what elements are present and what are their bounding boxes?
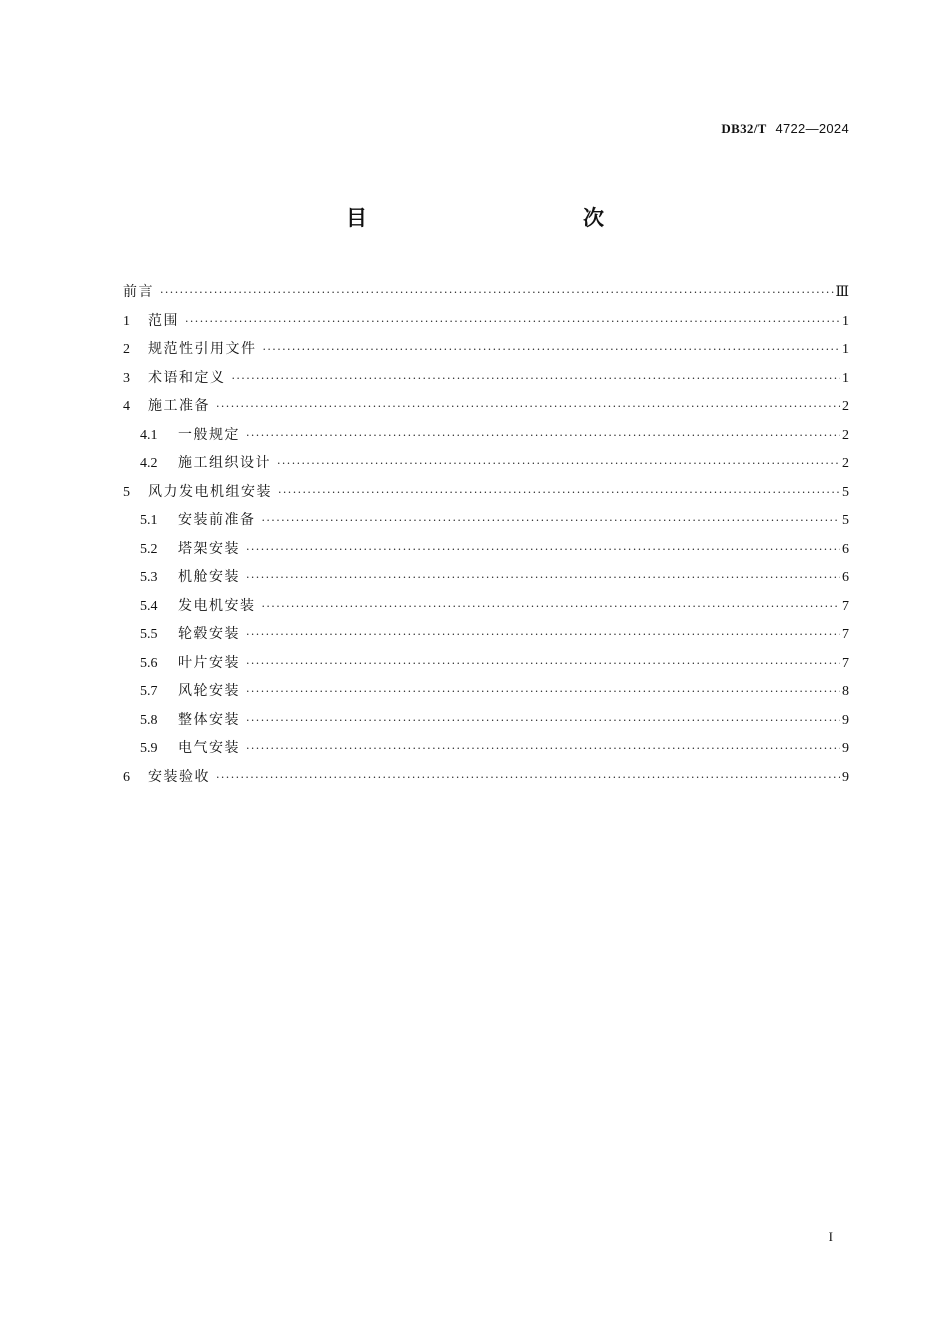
toc-leader-dots: [246, 536, 840, 565]
toc-subentry[interactable]: [123, 506, 849, 535]
toc-entry-page: 8: [842, 684, 849, 699]
toc-entry-title: 整体安装: [178, 711, 240, 728]
toc-entry-title: 安装前准备: [178, 512, 256, 528]
toc-entry-title: 范围: [148, 312, 179, 329]
toc-entry-title: 电气安装: [178, 740, 240, 756]
toc-entry-number: 5.4: [140, 598, 158, 614]
toc-entry-number: 5: [123, 484, 130, 500]
toc-entry[interactable]: [123, 392, 849, 421]
toc-entry-number: 5.2: [140, 541, 158, 557]
toc-entry-page: 1: [842, 370, 849, 386]
toc-entry-page: 9: [842, 712, 849, 728]
toc-entry-number: 5.3: [140, 570, 158, 585]
toc-entry-number: 4: [123, 399, 130, 414]
toc-leader-dots: [262, 593, 841, 622]
toc-subentry[interactable]: [123, 620, 849, 649]
toc-entry-page: 2: [842, 456, 849, 471]
toc-entry-page: 9: [842, 741, 849, 756]
toc-leader-dots: [216, 764, 840, 793]
toc-entry-number: 1: [123, 313, 130, 329]
toc-entry-title: 发电机安装: [178, 597, 256, 614]
toc-subentry[interactable]: [123, 535, 849, 564]
toc-entry-page: Ⅲ: [835, 285, 849, 300]
toc-subentry[interactable]: [123, 706, 849, 735]
toc-entry-page: 7: [842, 655, 849, 671]
toc-subentry[interactable]: [123, 734, 849, 763]
toc-entry-number: 5.7: [140, 684, 158, 699]
toc-entry-number: 5.8: [140, 712, 158, 728]
toc-entry[interactable]: [123, 278, 849, 307]
toc-leader-dots: [216, 393, 840, 422]
toc-entry-title: 轮毂安装: [178, 626, 240, 642]
toc-entry[interactable]: [123, 364, 849, 393]
toc-entry-title: 施工准备: [148, 398, 210, 414]
toc-entry-title: 风力发电机组安装: [148, 483, 272, 500]
toc-entry[interactable]: [123, 763, 849, 792]
toc-entry-page: 1: [842, 342, 849, 357]
toc-leader-dots: [185, 308, 840, 337]
toc-leader-dots: [246, 422, 840, 451]
standard-code-number: 4722—2024: [775, 121, 849, 136]
toc-entry-title: 术语和定义: [148, 369, 226, 386]
toc-leader-dots: [263, 336, 841, 365]
toc-entry-title: 风轮安装: [178, 683, 240, 699]
toc-entry-page: 7: [842, 627, 849, 642]
toc-subentry[interactable]: [123, 449, 849, 478]
standard-code-prefix: DB: [721, 121, 741, 136]
toc-entry-page: 6: [842, 570, 849, 585]
toc-entry[interactable]: [123, 478, 849, 507]
toc-entry-page: 5: [842, 513, 849, 528]
toc-entry-number: 5.5: [140, 627, 158, 642]
page-number: I: [828, 1229, 833, 1244]
standard-code-series: 32/T: [740, 121, 767, 136]
toc-entry-number: 6: [123, 769, 130, 785]
toc-subentry[interactable]: [123, 421, 849, 450]
toc-leader-dots: [232, 365, 841, 394]
page-title: 目 次: [346, 206, 662, 230]
toc-entry-title: 塔架安装: [178, 540, 240, 557]
toc-leader-dots: [246, 564, 840, 593]
toc-entry-title: 规范性引用文件: [148, 341, 257, 357]
toc-entry-title: 施工组织设计: [178, 455, 271, 471]
toc-entry-title: 叶片安装: [178, 654, 240, 671]
toc-entry-page: 2: [842, 427, 849, 443]
toc-leader-dots: [246, 650, 840, 679]
toc-entry-number: 2: [123, 342, 130, 357]
toc-subentry[interactable]: [123, 563, 849, 592]
standard-code: [721, 121, 849, 137]
toc-entry-number: 5.1: [140, 513, 158, 528]
table-of-contents: [123, 278, 849, 791]
toc-leader-dots: [262, 507, 841, 536]
toc-leader-dots: [246, 621, 840, 650]
toc-leader-dots: [278, 479, 840, 508]
toc-leader-dots: [246, 735, 840, 764]
toc-entry-title: 前言: [123, 284, 154, 300]
toc-entry-title: 机舱安装: [178, 569, 240, 585]
toc-subentry[interactable]: [123, 649, 849, 678]
toc-subentry[interactable]: [123, 677, 849, 706]
toc-entry-number: 4.1: [140, 427, 158, 443]
toc-leader-dots: [160, 279, 834, 308]
toc-entry-page: 7: [842, 598, 849, 614]
toc-entry-number: 3: [123, 370, 130, 386]
toc-entry-title: 安装验收: [148, 768, 210, 785]
toc-leader-dots: [277, 450, 840, 479]
toc-entry-number: 4.2: [140, 456, 158, 471]
toc-entry-page: 9: [842, 769, 849, 785]
toc-entry-title: 一般规定: [178, 426, 240, 443]
toc-entry-page: 1: [842, 313, 849, 329]
toc-leader-dots: [246, 707, 840, 736]
toc-entry-number: 5.9: [140, 741, 158, 756]
toc-entry-page: 2: [842, 399, 849, 414]
toc-leader-dots: [246, 678, 840, 707]
toc-entry[interactable]: [123, 335, 849, 364]
toc-entry-page: 5: [842, 484, 849, 500]
toc-subentry[interactable]: [123, 592, 849, 621]
toc-entry-number: 5.6: [140, 655, 158, 671]
toc-entry-page: 6: [842, 541, 849, 557]
toc-entry[interactable]: [123, 307, 849, 336]
